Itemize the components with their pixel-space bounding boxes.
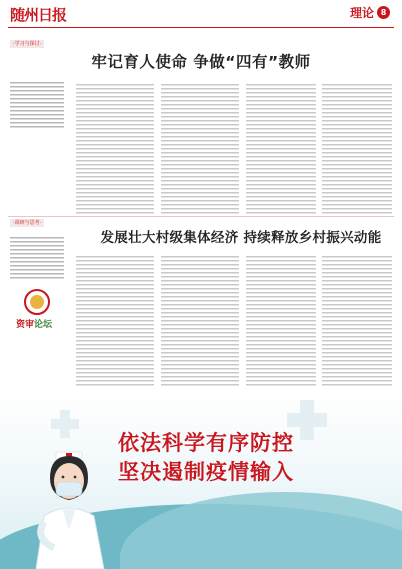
article2-headline: 发展壮大村级集体经济 持续释放乡村振兴动能 — [100, 230, 382, 246]
column-logo-text — [16, 317, 52, 330]
article1-headline: 牢记育人使命 争做“四有”教师 — [91, 53, 311, 71]
article1-column-4 — [322, 84, 392, 214]
poster-headline-1: 依法科学有序防控 — [118, 430, 294, 455]
article1-column-1 — [76, 84, 154, 214]
header-meta — [88, 5, 322, 23]
section-title: 理论 — [350, 6, 375, 20]
column-logo-part1: 资审 — [16, 320, 35, 330]
article2-column-4 — [322, 256, 392, 386]
page-number-badge: 8 — [377, 6, 390, 19]
public-health-poster — [0, 392, 402, 569]
article2-sidebar-text-block — [10, 237, 64, 281]
poster-headline-2: 坚决遏制疫情输入 — [118, 459, 294, 484]
column-logo-part2: 论坛 — [34, 320, 53, 330]
article1-column-3 — [246, 84, 316, 214]
article2-column-1 — [76, 256, 154, 386]
article1-column-2 — [161, 84, 239, 214]
article1-section-tag: ·学习与探讨· — [10, 40, 44, 48]
article2-section-tag: ·调研与思考· — [10, 219, 44, 227]
header-divider — [8, 27, 394, 28]
poster-hill-front — [120, 492, 402, 569]
article-divider — [8, 216, 394, 217]
nurse-illustration — [14, 438, 124, 569]
article2-column-3 — [246, 256, 316, 386]
masthead-logo — [10, 4, 70, 26]
article1-sidebar-text-block — [10, 82, 64, 130]
article2-column-2 — [161, 256, 239, 386]
face-mask-icon — [56, 482, 82, 496]
column-logo — [12, 285, 64, 337]
masthead-title: 随州日报 — [10, 6, 67, 24]
logo-center-icon — [30, 295, 44, 309]
